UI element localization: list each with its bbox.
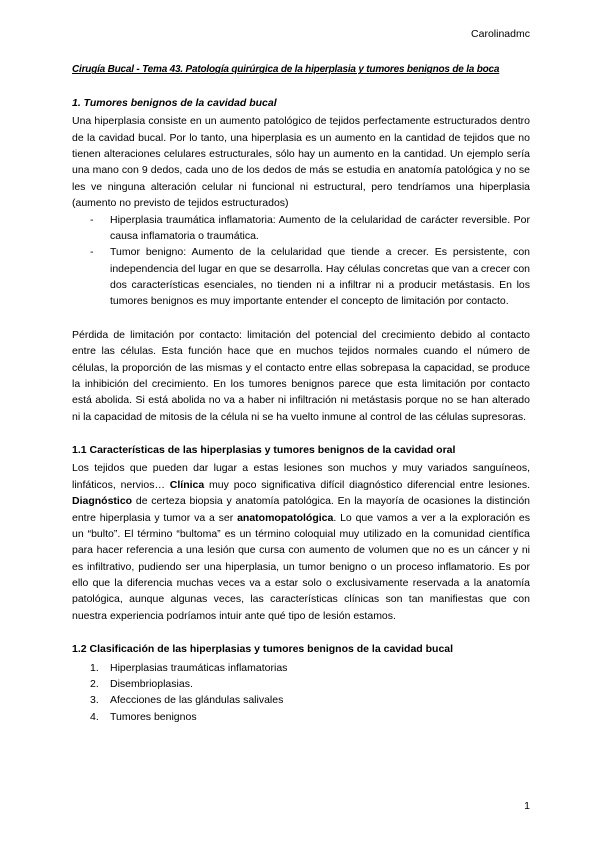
section-1-2-heading: 1.2 Clasificación de las hiperplasias y tumores benignos de la cavidad bucal <box>72 643 454 656</box>
list-item-text: Hiperplasias traumáticas inflamatorias <box>110 661 288 674</box>
list-item-text: Hiperplasia traumática inflamatoria: Aumento de la celularidad de carácter reversible. Por causa inflamatoria o traumática. <box>110 213 530 242</box>
number-marker: 1. <box>90 661 99 674</box>
text-segment: muy poco significativa difícil diagnóstico diferencial entre lesiones. <box>204 478 530 491</box>
text-segment: Los tejidos que pueden dar lugar a estas lesiones son muchos y muy variados sanguíneos, linfáticos, nervios… <box>72 462 530 491</box>
list-item-hiperplasias <box>72 660 530 676</box>
section-1-heading: 1. Tumores benignos de la cavidad bucal <box>72 96 277 109</box>
list-item-text: Disembrioplasias. <box>110 677 193 690</box>
number-marker: 2. <box>90 677 99 690</box>
definition-list <box>72 212 530 310</box>
intro-paragraph: Una hiperplasia consiste en un aumento patológico de tejidos perfectamente estructurados dentro de la cavidad bucal. Por lo tanto, una hiperplasia es un aumento en la cantidad de tejidos que no tienen alteraciones celulares estructurales, sólo hay un aumento en la cantidad. Un ejemplo sería una mano con 9 dedos, cada uno de los dedos de más se estudia en anatomía patológica y no se les ve ninguna alteración celular ni funcional ni estructural, pero tendríamos una hiperplasia (aumento no previsto de tejidos estructurados) <box>72 115 530 210</box>
page-number: 1 <box>524 799 530 812</box>
bold-term-clinica: Clínica <box>169 478 205 491</box>
list-item-text: Tumores benignos <box>110 710 197 723</box>
list-item-text: Afecciones de las glándulas salivales <box>110 694 284 707</box>
dash-marker: - <box>90 246 94 259</box>
number-marker: 3. <box>90 694 99 707</box>
list-item-disembrioplasias <box>72 676 530 692</box>
document-title: Cirugía Bucal - Tema 43. Patología quirúrgica de la hiperplasia y tumores benignos de la boca <box>72 64 500 76</box>
bold-term-anatomopatologica: anatomopatológica <box>237 511 334 524</box>
text-segment: de certeza biopsia y anatomía patológica. En la mayoría de ocasiones la distinción entre hiperplasia y tumor va a ser <box>72 495 530 524</box>
list-item-tumor-benigno <box>72 244 530 310</box>
contact-limitation-paragraph: Pérdida de limitación por contacto: limitación del potencial del crecimiento debido al contacto entre las células. Esta función hace que en muchos tejidos normales cuando el número de células, la proporción de las mismas y el contacto entre ellas sobrepasa la capacidad, se produce la inhibición del crecimiento. En los tumores benignos parece que esta limitación por contacto está abolida. Si está abolida no va a haber ni infiltración ni metástasis porque no se han alterado ni la capacidad de mitosis de la célula ni se ha vuelto inmune al control de las células supresoras. <box>72 328 530 423</box>
dash-marker: - <box>90 213 94 226</box>
classification-list <box>72 660 530 726</box>
section-1-1-heading: 1.1 Características de las hiperplasias y tumores benignos de la cavidad oral <box>72 444 456 457</box>
list-item-text: Tumor benigno: Aumento de la celularidad que tiende a crecer. Es persistente, con independencia del lugar en que se desarrolla. Hay células concretas que van a crecer con dos características esenciales, no tienden ni a infiltrar ni a producir metástasis. En los tumores benignos es muy importante entender el concepto de limitación por contacto. <box>110 246 530 308</box>
list-item-afecciones-glandulas <box>72 692 530 708</box>
author-name: Carolinadmc <box>471 28 530 40</box>
characteristics-paragraph <box>72 460 530 624</box>
text-segment: . Lo que vamos a ver a la exploración es un “bulto”. El término “bultoma” es un término coloquial muy utilizado en la comunidad científica para hacer referencia a una lesión que cursa con aumento de volumen que no es un cáncer y ni es infiltrativo, pudiendo ser una hiperplasia, un tumor benigno o un proceso inflamatorio. Es por ello que la diferencia muchas veces va a estar solo o exclusivamente reservada a la anatomía patológica, aunque algunas veces, las características clínicas son tan manifiestas que con nuestra experiencia podríamos intuir ante qué tipo de lesión estamos. <box>72 511 530 622</box>
list-item-tumores-benignos <box>72 709 530 725</box>
list-item-hiperplasia-traumatica <box>72 212 530 245</box>
number-marker: 4. <box>90 710 99 723</box>
bold-term-diagnostico: Diagnóstico <box>72 495 133 508</box>
